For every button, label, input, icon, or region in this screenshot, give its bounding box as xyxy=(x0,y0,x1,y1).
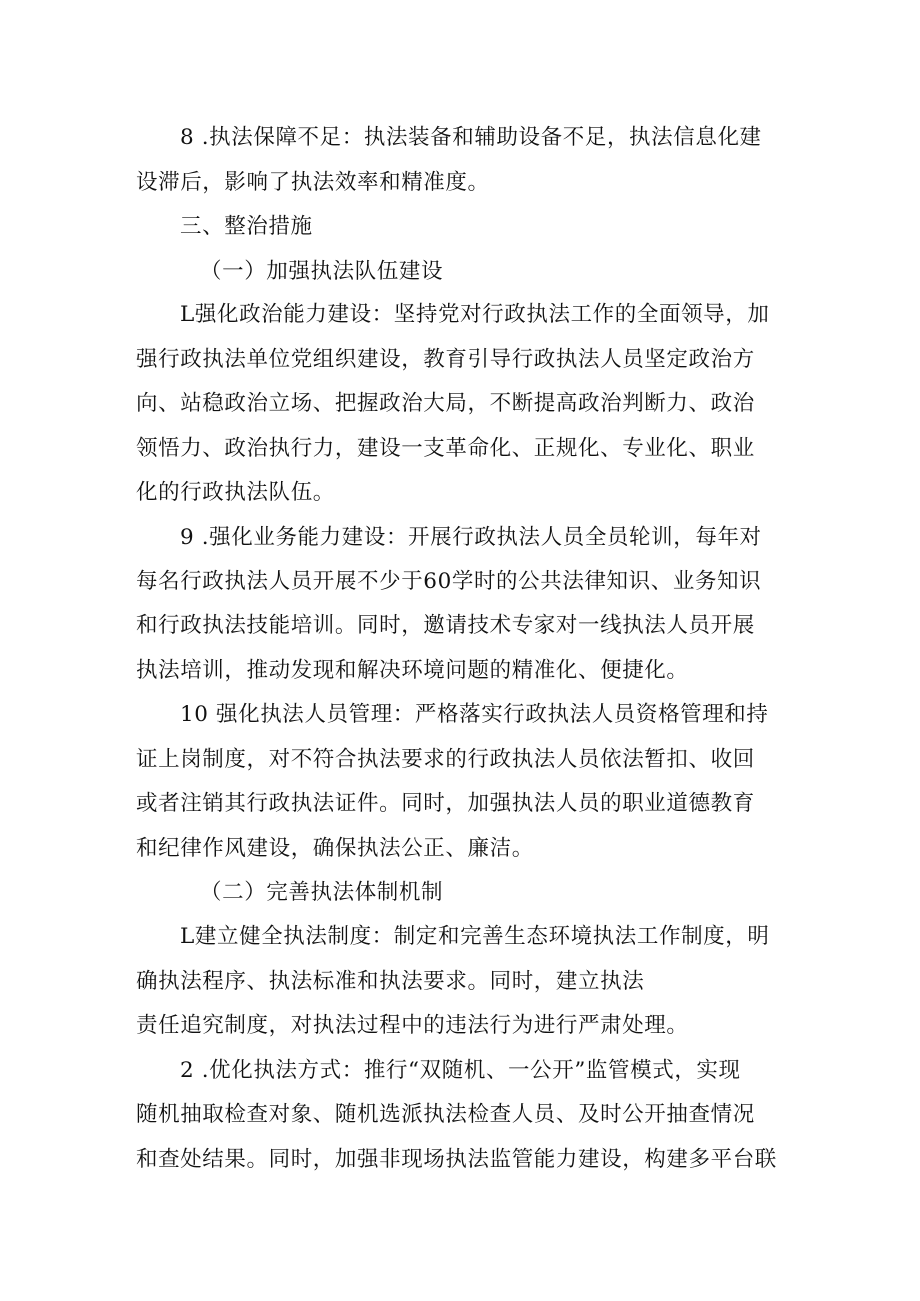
item-1-line-5: 化的行政执法队伍。 xyxy=(136,480,335,505)
item-1-line-4: 领悟力、政治执行力，建设一支革命化、正规化、专业化、职业 xyxy=(136,436,755,461)
item-9-line-4: 执法培训，推动发现和解决环境问题的精准化、便捷化。 xyxy=(136,658,689,683)
item-l2-line-3: 责任追究制度，对执法过程中的违法行为进行严肃处理。 xyxy=(136,1013,689,1038)
item-10-line-4: 和纪律作风建设，确保执法公正、廉洁。 xyxy=(136,836,534,861)
item-10-line-3: 或者注销其行政执法证件。同时，加强执法人员的职业道德教育 xyxy=(136,791,755,816)
item-9-line-1: 9 .强化业务能力建设：开展行政执法人员全员轮训，每年对 xyxy=(180,525,762,550)
item-1-line-3: 向、站稳政治立场、把握政治大局，不断提高政治判断力、政治 xyxy=(136,391,755,416)
item-1-line-2: 强行政执法单位党组织建设，教育引导行政执法人员坚定政治方 xyxy=(136,347,755,372)
paragraph-8-line-1: 8 .执法保障不足：执法装备和辅助设备不足，执法信息化建 xyxy=(180,125,762,150)
item-1-line-1: L强化政治能力建设：坚持党对行政执法工作的全面领导，加 xyxy=(180,302,770,327)
item-9-line-2: 每名行政执法人员开展不少于60学时的公共法律知识、业务知识 xyxy=(136,569,762,594)
item-10-line-2: 证上岗制度，对不符合执法要求的行政执法人员依法暂扣、收回 xyxy=(136,747,755,772)
paragraph-8-line-2: 设滞后，影响了执法效率和精准度。 xyxy=(136,170,490,195)
item-9-line-3: 和行政执法技能培训。同时，邀请技术专家对一线执法人员开展 xyxy=(136,613,755,638)
item-2-line-1: 2 .优化执法方式：推行“双随机、一公开”监管模式，实现 xyxy=(180,1058,741,1083)
item-l2-line-1: L建立健全执法制度：制定和完善生态环境执法工作制度，明 xyxy=(180,924,770,949)
subsection-heading-1: （一）加强执法队伍建设 xyxy=(200,259,444,284)
item-2-line-2: 随机抽取检查对象、随机选派执法检查人员、及时公开抽查情况 xyxy=(136,1102,755,1127)
item-2-line-3: 和查处结果。同时，加强非现场执法监管能力建设，构建多平台联 xyxy=(136,1147,777,1172)
section-heading-3: 三、整治措施 xyxy=(180,214,313,239)
subsection-heading-2: （二）完善执法体制机制 xyxy=(200,880,444,905)
item-l2-line-2: 确执法程序、执法标准和执法要求。同时，建立执法 xyxy=(136,969,645,994)
item-10-line-1: 10 强化执法人员管理：严格落实行政执法人员资格管理和持 xyxy=(180,702,769,727)
